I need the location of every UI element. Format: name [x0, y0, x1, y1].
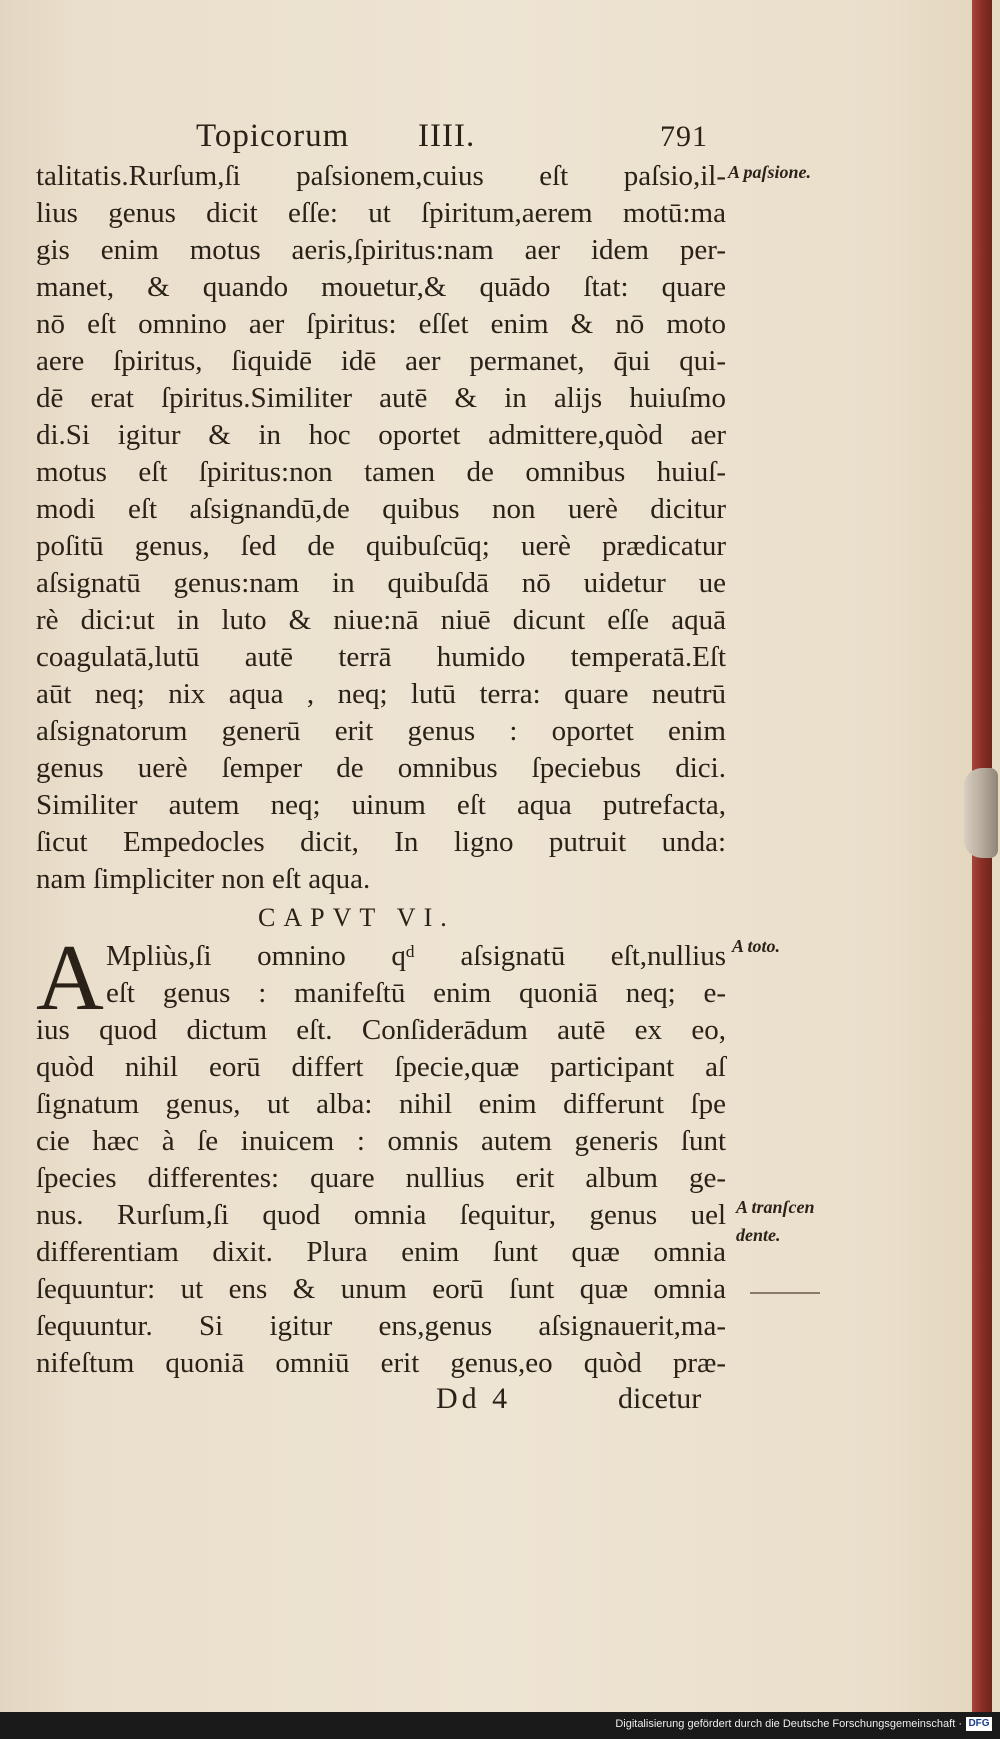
- text-line: Similiter autem neq; uinum eſt aqua putrefacta,: [36, 789, 726, 821]
- text-line: ſicut Empedocles dicit, In ligno putruit unda:: [36, 826, 726, 858]
- text-line: talitatis.Rurſum,ſi paſsionem,cuius eſt paſsio,il-: [36, 160, 726, 192]
- text-line: motus eſt ſpiritus:non tamen de omnibus huiuſ-: [36, 456, 726, 488]
- chapter-heading: CAPVT VI.: [258, 903, 455, 932]
- funding-credit: Digitalisierung gefördert durch die Deutsche Forschungsgemeinschaft ·: [615, 1718, 962, 1730]
- text-line: eſt genus : manifeſtū enim quoniā neq; e-: [106, 977, 726, 1009]
- text-line: ius quod dictum eſt. Conſiderādum autē ex eo,: [36, 1014, 726, 1046]
- text-line: rè dici:ut in luto & niue:nā niuē dicunt eſſe aquā: [36, 604, 726, 636]
- text-line: poſitū genus, ſed de quibuſcūq; uerè prædicatur: [36, 530, 726, 562]
- running-head-title: Topicorum: [196, 118, 350, 154]
- text-line: di.Si igitur & in hoc oportet admittere,quòd aer: [36, 419, 726, 451]
- text-line: nō eſt omnino aer ſpiritus: eſſet enim & nō moto: [36, 308, 726, 340]
- text-line: aere ſpiritus, ſiquidē idē aer permanet, q̄ui qui-: [36, 345, 726, 377]
- marginal-note: A paſsione.: [728, 162, 812, 182]
- book-clasp: [964, 768, 998, 858]
- signature-mark: Dd 4: [436, 1382, 512, 1415]
- text-line: ſequuntur. Si igitur ens,genus aſsignauerit,ma-: [36, 1310, 726, 1342]
- text-line: ſpecies differentes: quare nullius erit album ge-: [36, 1162, 726, 1194]
- text-line: coagulatā,lutū autē terrā humido temperatā.Eſt: [36, 641, 726, 673]
- drop-cap-initial: A: [36, 926, 104, 1030]
- text-line: cie hæc à ſe inuicem : omnis autem generis ſunt: [36, 1125, 726, 1157]
- signature-line: [36, 1382, 726, 1422]
- text-line: quòd nihil eorū differt ſpecie,quæ participant aſ: [36, 1051, 726, 1083]
- text-line: gis enim motus aeris,ſpiritus:nam aer idem per-: [36, 234, 726, 266]
- text-line: ſignatum genus, ut alba: nihil enim differunt ſpe: [36, 1088, 726, 1120]
- marginal-note: A toto.: [732, 936, 781, 956]
- text-line: modi eſt aſsignandū,de quibus non uerè dicitur: [36, 493, 726, 525]
- marginal-rule: [750, 1292, 820, 1294]
- text-line: lius genus dicit eſſe: ut ſpiritum,aerem motū:ma: [36, 197, 726, 229]
- text-line: aſsignatorum generū erit genus : oportet enim: [36, 715, 726, 747]
- text-line: nifeſtum quoniā omniū erit genus,eo quòd præ-: [36, 1347, 726, 1379]
- text-line: manet, & quando mouetur,& quādo ſtat: quare: [36, 271, 726, 303]
- marginal-note-line: dente.: [736, 1225, 781, 1245]
- marginal-note-line: A tranſcen: [736, 1197, 815, 1217]
- text-line: dē erat ſpiritus.Similiter autē & in alijs huiuſmo: [36, 382, 726, 414]
- marginal-note: [736, 1193, 815, 1249]
- text-line: aūt neq; nix aqua , neq; lutū terra: quare neutrū: [36, 678, 726, 710]
- main-text-block: [36, 158, 726, 1382]
- running-head-book: IIII.: [418, 118, 476, 154]
- text-line: ſequuntur: ut ens & unum eorū ſunt quæ omnia: [36, 1273, 726, 1305]
- text-line: Mpliùs,ſi omnino qᵈ aſsignatū eſt,nullius: [106, 940, 726, 972]
- text-line: aſsignatū genus:nam in quibuſdā nō uidetur ue: [36, 567, 726, 599]
- text-line-last: nam ſimpliciter non eſt aqua.: [36, 863, 371, 895]
- text-line: genus uerè ſemper de omnibus ſpeciebus dici.: [36, 752, 726, 784]
- text-line: differentiam dixit. Plura enim ſunt quæ omnia: [36, 1236, 726, 1268]
- page-number: 791: [660, 120, 708, 153]
- dfg-logo: DFG: [966, 1717, 992, 1731]
- text-line: nus. Rurſum,ſi quod omnia ſequitur, genus uel: [36, 1199, 726, 1231]
- catchword: dicetur: [618, 1382, 702, 1415]
